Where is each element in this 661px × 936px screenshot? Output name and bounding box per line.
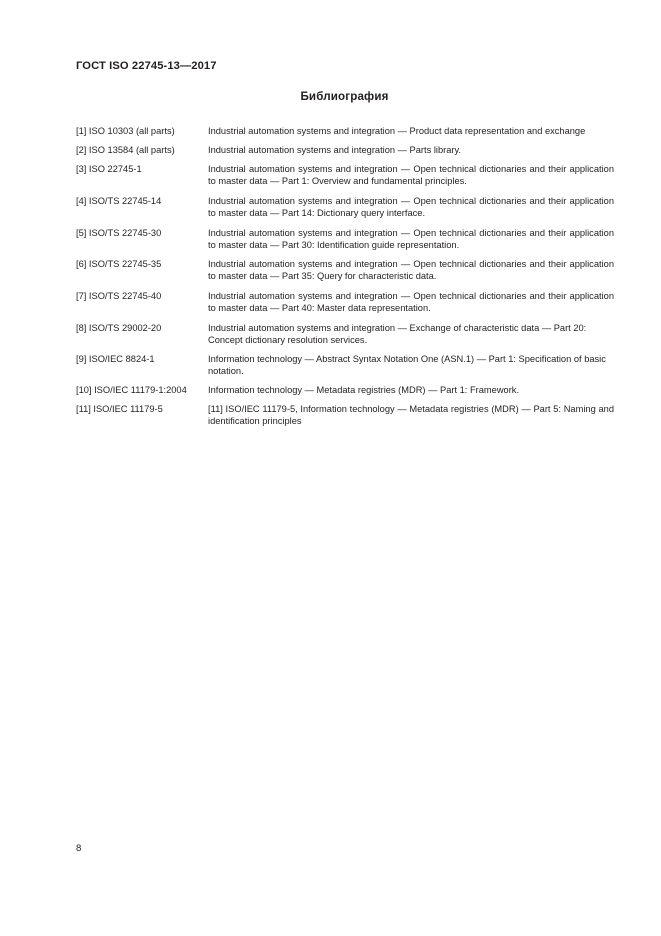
bibliography-entry-description: Industrial automation systems and integration — Open technical dictionaries and their application to master data — Part 1: Overview and fundamental principles.	[208, 164, 614, 187]
bibliography-entry-ref: [8] ISO/TS 29002-20	[76, 322, 162, 333]
bibliography-entry-ref: [3] ISO 22745-1	[76, 164, 142, 175]
page-title: Библиография	[300, 90, 389, 103]
bibliography-entry-description: [11] ISO/IEC 11179-5, Information technology — Metadata registries (MDR) — Part 5: Naming and identification principles	[208, 404, 614, 427]
bibliography-entry-description: Information technology — Metadata registries (MDR) — Part 1: Framework.	[208, 385, 520, 395]
running-head: ГОСТ ISO 22745-13—2017	[76, 60, 217, 72]
bibliography-entry	[76, 290, 614, 314]
bibliography-entry-ref: [4] ISO/TS 22745-14	[76, 195, 162, 206]
bibliography-entry	[76, 403, 614, 427]
bibliography-entry-ref: [11] ISO/IEC 11179-5	[76, 404, 163, 415]
bibliography-entry-ref: [2] ISO 13584 (all parts)	[76, 145, 175, 156]
bibliography-entry-description: Industrial automation systems and integration — Open technical dictionaries and their application to master data — Part 40: Master data representation.	[208, 290, 614, 314]
bibliography-entry	[76, 322, 614, 346]
bibliography-entry	[76, 195, 614, 219]
bibliography-entry-description: Industrial automation systems and integration — Product data representation and exchange	[208, 126, 586, 136]
bibliography-entry-description: Information technology — Abstract Syntax Notation One (ASN.1) — Part 1: Specification of basic notation.	[208, 353, 606, 376]
bibliography-entry	[76, 353, 614, 377]
bibliography-entry-ref: [1] ISO 10303 (all parts)	[76, 126, 175, 136]
bibliography-entry-description: Industrial automation systems and integration — Open technical dictionaries and their application to master data — Part 30: Identification guide representation.	[208, 227, 614, 250]
bibliography-entry-ref: [10] ISO/IEC 11179-1:2004	[76, 385, 187, 395]
bibliography-entry-ref: [6] ISO/TS 22745-35	[76, 259, 162, 270]
bibliography-entry	[76, 258, 614, 282]
bibliography-entry-ref: [7] ISO/TS 22745-40	[76, 290, 162, 301]
bibliography-list	[76, 125, 614, 435]
bibliography-entry-ref: [9] ISO/IEC 8824-1	[76, 353, 155, 364]
bibliography-entry-description: Industrial automation systems and integration — Open technical dictionaries and their application to master data — Part 35: Query for characteristic data.	[208, 259, 614, 282]
bibliography-entry	[76, 144, 614, 156]
bibliography-entry	[76, 227, 614, 251]
page-number: 8	[76, 843, 82, 854]
bibliography-entry	[76, 384, 614, 396]
bibliography-entry-description: Industrial automation systems and integration — Open technical dictionaries and their application to master data — Part 14: Dictionary query interface.	[208, 195, 614, 218]
bibliography-entry	[76, 125, 614, 137]
bibliography-entry-description: Industrial automation systems and integration — Parts library.	[208, 145, 462, 156]
bibliography-entry-ref: [5] ISO/TS 22745-30	[76, 227, 162, 238]
bibliography-entry-description: Industrial automation systems and integration — Exchange of characteristic data — Part 20: Concept dictionary resolution services.	[208, 322, 587, 345]
bibliography-entry	[76, 163, 614, 187]
